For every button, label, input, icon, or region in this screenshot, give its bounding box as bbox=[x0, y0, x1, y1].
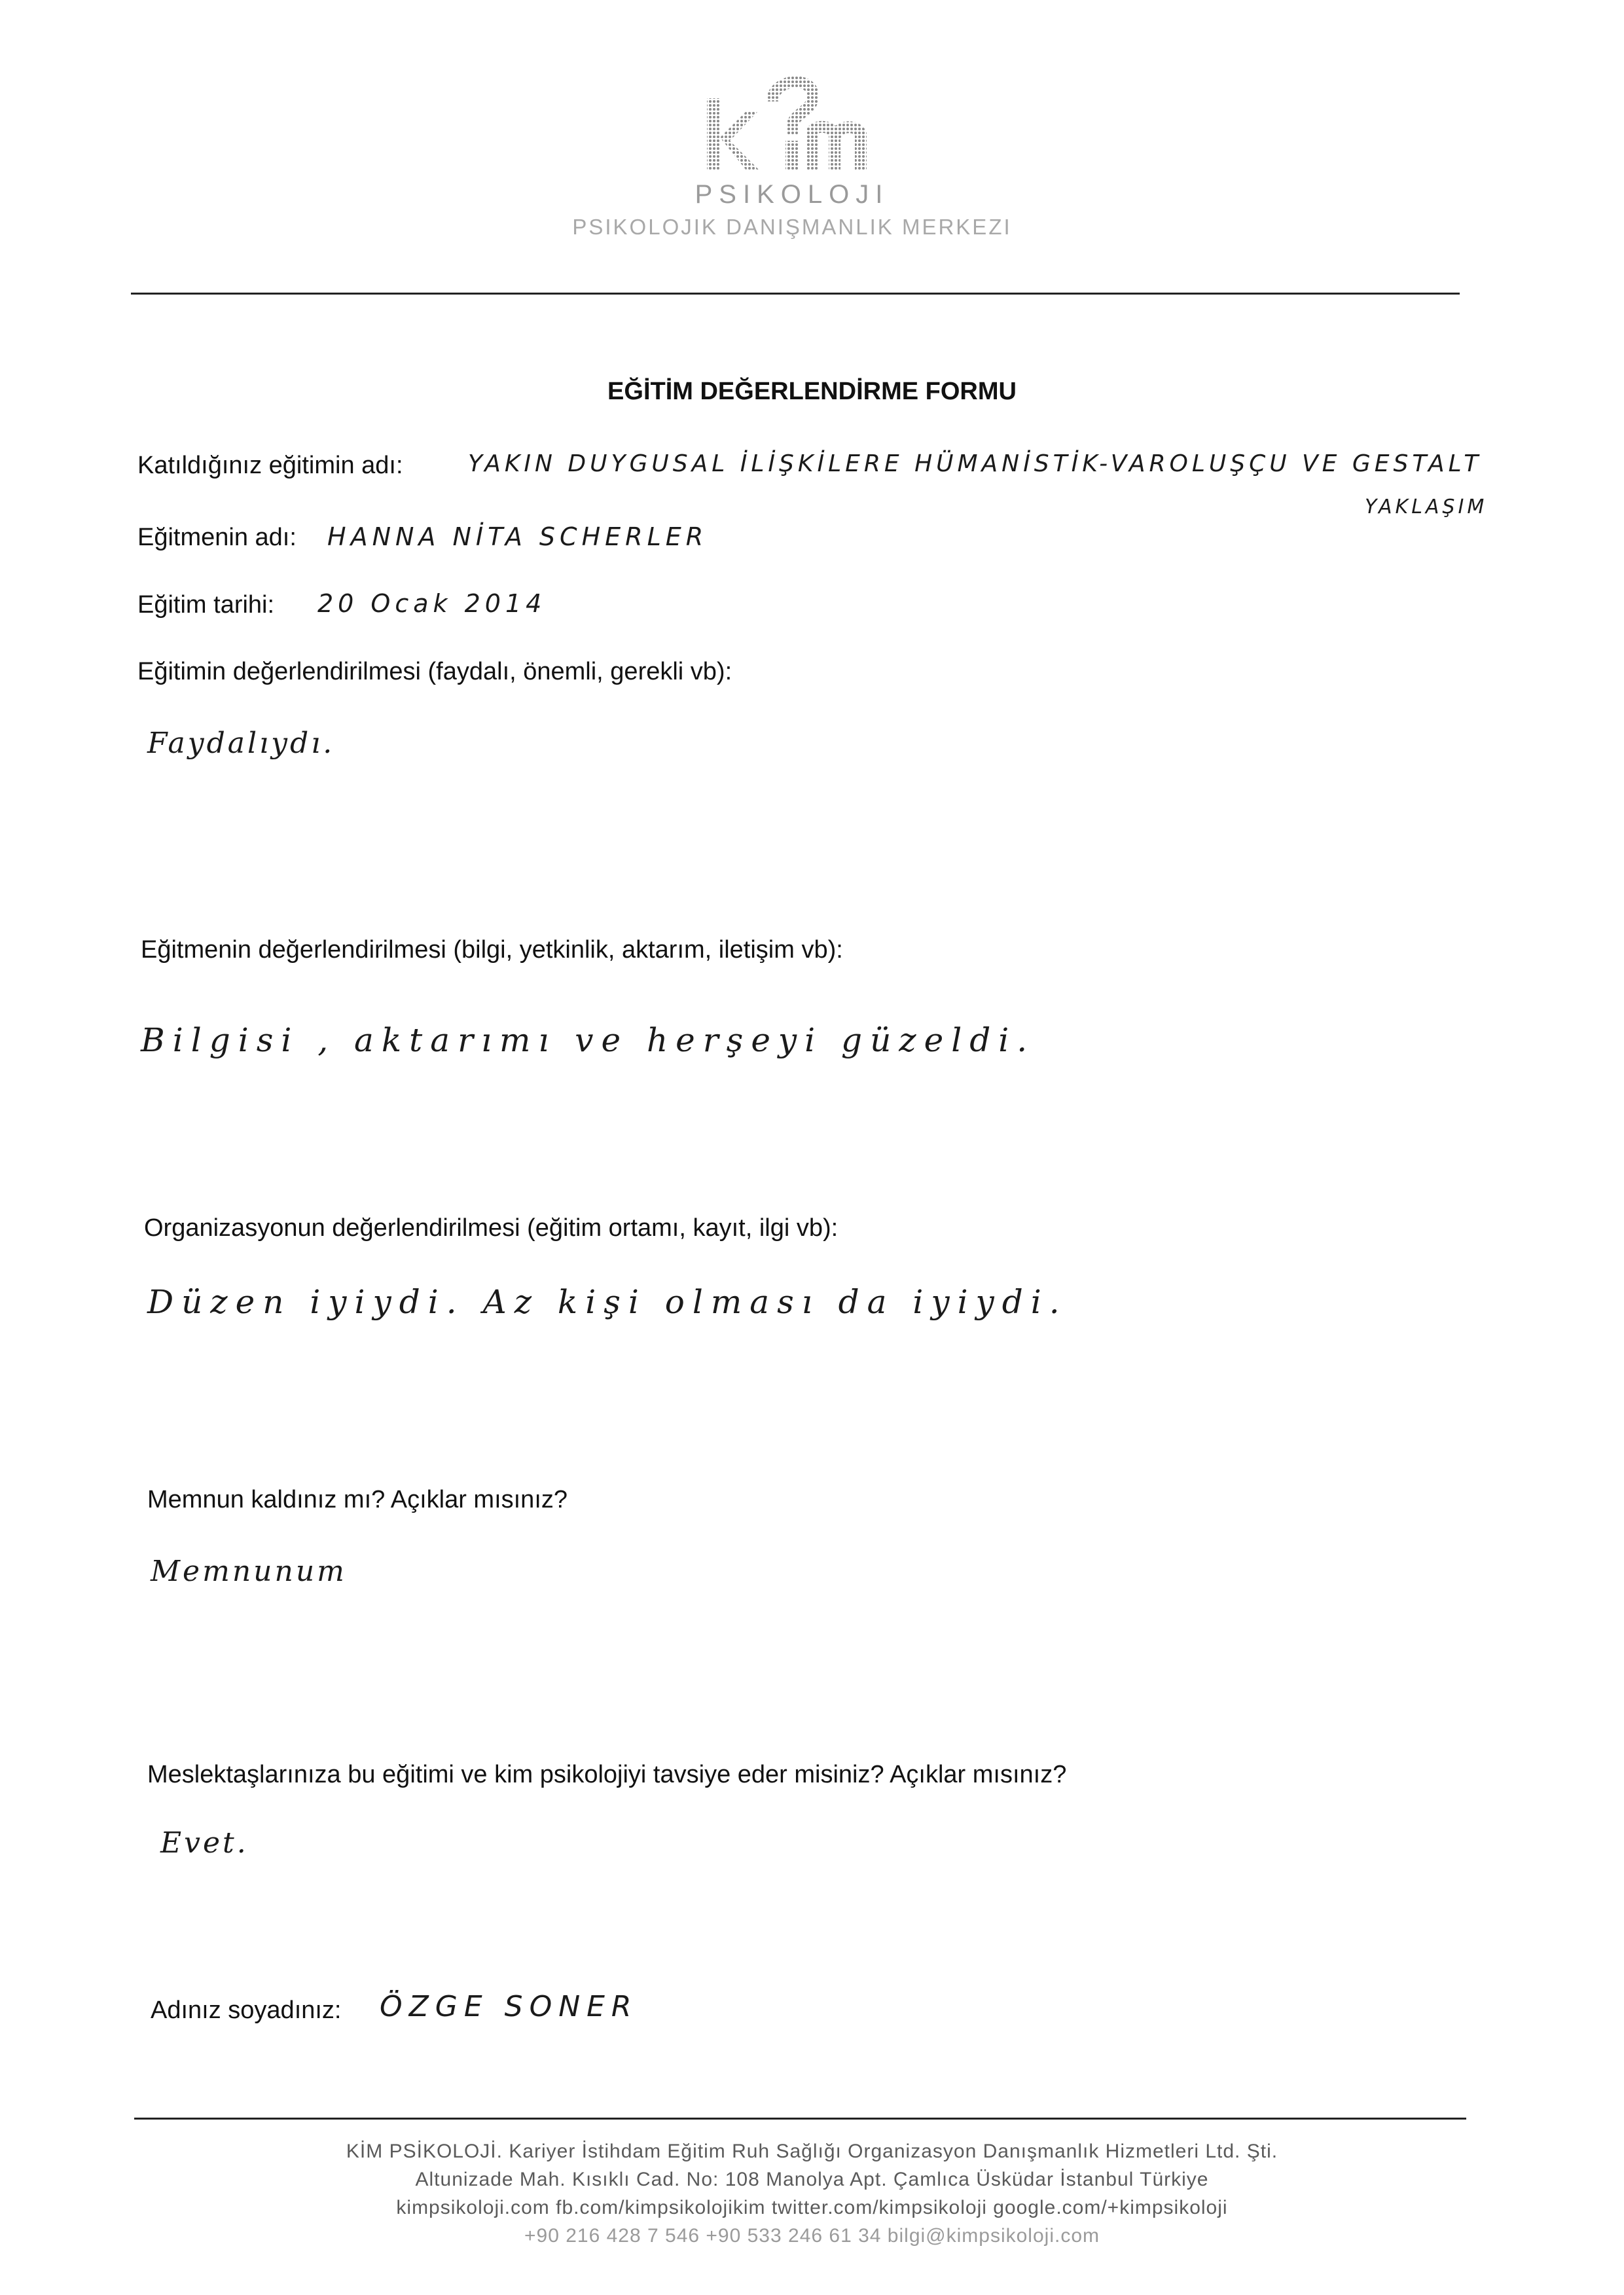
form-title: EĞİTİM DEĞERLENDİRME FORMU bbox=[607, 378, 1017, 405]
full-name-value: ÖZGE SONER bbox=[380, 1990, 638, 2023]
recommendation-answer: Evet. bbox=[160, 1826, 249, 1860]
footer-address: Altunizade Mah. Kısıklı Cad. No: 108 Manolya Apt. Çamlıca Üsküdar İstanbul Türkiye bbox=[415, 2169, 1209, 2190]
logo-name: PSIKOLOJI bbox=[695, 180, 890, 209]
training-eval-question: Eğitimin değerlendirilmesi (faydalı, önemli, gerekli vb): bbox=[137, 658, 732, 685]
date-label: Eğitim tarihi: bbox=[137, 591, 275, 619]
kim-logo-mark bbox=[700, 72, 884, 177]
trainer-value: HANNA NİTA SCHERLER bbox=[327, 522, 708, 551]
recommendation-question: Meslektaşlarınıza bu eğitimi ve kim psikolojiyi tavsiye eder misiniz? Açıklar mısınız? bbox=[147, 1761, 1067, 1788]
organization-eval-question: Organizasyonun değerlendirilmesi (eğitim ortamı, kayıt, ilgi vb): bbox=[144, 1214, 839, 1242]
footer-divider bbox=[134, 2118, 1466, 2120]
trainer-eval-answer: Bilgisi , aktarımı ve herşeyi güzeldi. bbox=[141, 1021, 1036, 1059]
logo-tagline: PSIKOLOJIK DANIŞMANLIK MERKEZI bbox=[572, 215, 1012, 239]
satisfaction-question: Memnun kaldınız mı? Açıklar mısınız? bbox=[147, 1486, 568, 1513]
training-eval-answer: Faydalıydı. bbox=[147, 727, 335, 760]
footer-contact: +90 216 428 7 546 +90 533 246 61 34 bilgi@kimpsikoloji.com bbox=[524, 2225, 1100, 2247]
training-name-value-cont: YAKLAŞIM bbox=[1365, 496, 1488, 518]
date-value: 20 Ocak 2014 bbox=[317, 589, 547, 618]
training-name-value: YAKIN DUYGUSAL İLİŞKİLERE HÜMANİSTİK-VAROLUŞÇU VE GESTALT bbox=[468, 450, 1483, 477]
header-divider bbox=[131, 293, 1460, 295]
trainer-label: Eğitmenin adı: bbox=[137, 524, 297, 551]
full-name-label: Adınız soyadınız: bbox=[151, 1997, 342, 2024]
trainer-eval-question: Eğitmenin değerlendirilmesi (bilgi, yetkinlik, aktarım, iletişim vb): bbox=[141, 936, 843, 964]
organization-eval-answer: Düzen iyiydi. Az kişi olması da iyiydi. bbox=[147, 1283, 1068, 1321]
footer-web: kimpsikoloji.com fb.com/kimpsikolojikim twitter.com/kimpsikoloji google.com/+kimpsikoloji bbox=[396, 2197, 1228, 2218]
footer-company: KİM PSİKOLOJİ. Kariyer İstihdam Eğitim Ruh Sağlığı Organizasyon Danışmanlık Hizmetleri Ltd. Şti. bbox=[346, 2141, 1278, 2162]
training-name-label: Katıldığınız eğitimin adı: bbox=[137, 452, 403, 479]
satisfaction-answer: Memnunum bbox=[151, 1555, 347, 1588]
company-logo bbox=[655, 72, 929, 209]
